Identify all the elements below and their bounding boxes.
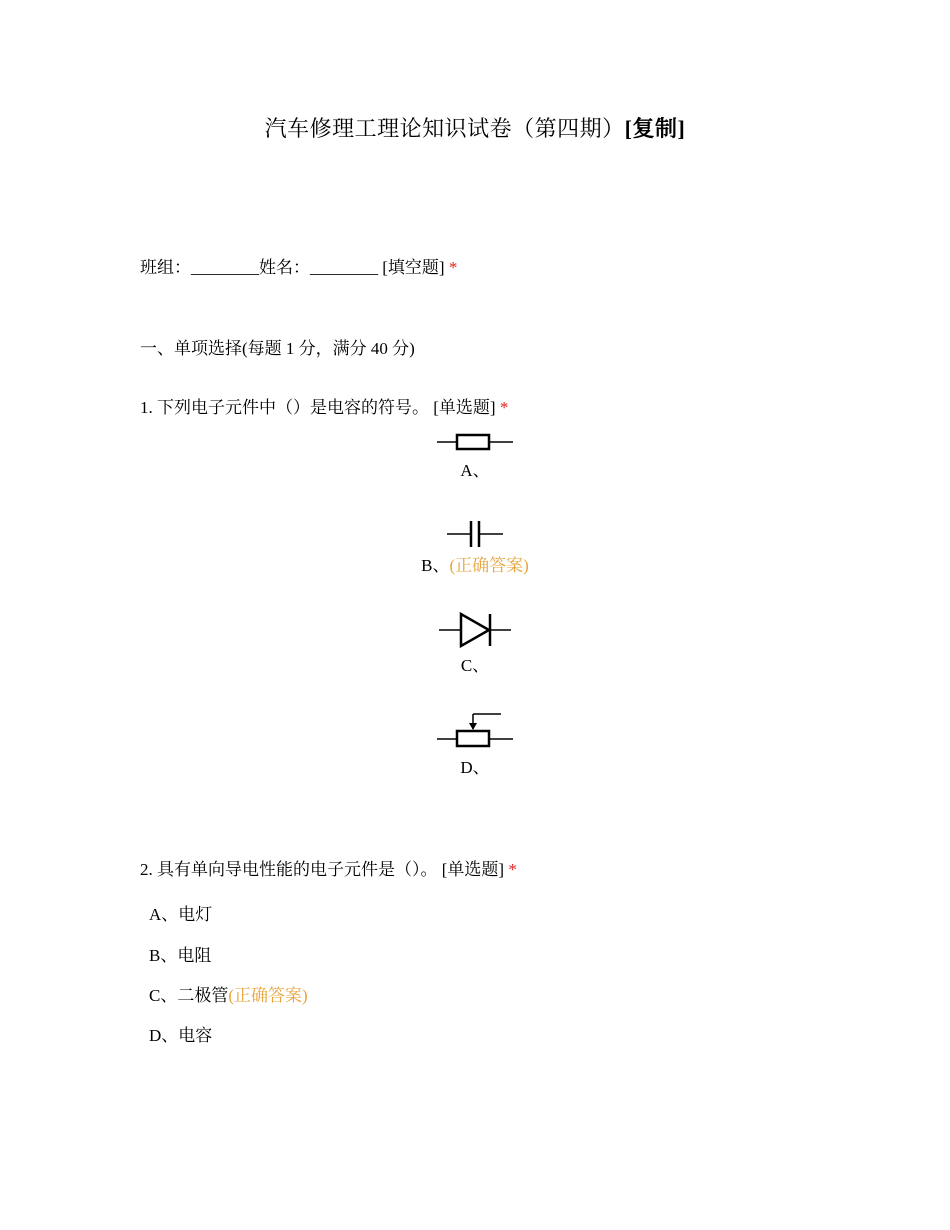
option-letter: C、 xyxy=(460,656,490,675)
section-heading: 一、单项选择(每题 1 分，满分 40 分) xyxy=(140,339,415,358)
option-letter: D、 xyxy=(460,758,490,777)
correct-answer-note: (正确答案) xyxy=(449,556,529,575)
resistor-icon xyxy=(437,430,513,454)
option-text: C、二极管 xyxy=(149,986,229,1005)
option-letter: B、 xyxy=(421,556,450,575)
potentiometer-icon xyxy=(437,711,513,751)
question-2 xyxy=(140,855,517,880)
option-letter: A、 xyxy=(460,461,490,480)
q1-option-c-label xyxy=(0,651,950,676)
q1-option-a[interactable] xyxy=(0,430,950,481)
q2-option-b[interactable] xyxy=(149,941,211,966)
title-main: 汽车修理工理论知识试卷（第四期） xyxy=(264,116,625,141)
question-1 xyxy=(140,393,508,418)
q2-option-d[interactable] xyxy=(149,1021,212,1046)
q1-option-b-label xyxy=(0,551,950,576)
required-mark: * xyxy=(508,860,517,879)
q1-option-a-label xyxy=(0,456,950,481)
option-text: D、电容 xyxy=(149,1026,213,1045)
q2-option-a[interactable] xyxy=(149,900,212,925)
required-mark: * xyxy=(499,398,509,417)
q1-option-d[interactable] xyxy=(0,711,950,778)
page-title xyxy=(0,112,950,143)
option-text: A、电灯 xyxy=(149,905,213,924)
q1-option-c[interactable] xyxy=(0,611,950,676)
question-2-text: 2. 具有单向导电性能的电子元件是（）。 [单选题] xyxy=(140,860,505,879)
title-copy-tag: [复制] xyxy=(624,116,686,141)
option-text: B、电阻 xyxy=(149,946,212,965)
required-mark: * xyxy=(448,258,458,277)
q2-option-c[interactable] xyxy=(149,981,308,1006)
fill-in-text: 班组：________姓名：________ [填空题] xyxy=(140,258,445,277)
correct-answer-note: (正确答案) xyxy=(228,986,308,1005)
q1-option-d-label xyxy=(0,753,950,778)
q1-option-b[interactable] xyxy=(0,519,950,576)
diode-icon xyxy=(439,611,511,649)
capacitor-icon xyxy=(443,519,507,549)
fill-in-question[interactable] xyxy=(140,253,457,278)
question-1-text: 1. 下列电子元件中（）是电容的符号。 [单选题] xyxy=(140,398,496,417)
